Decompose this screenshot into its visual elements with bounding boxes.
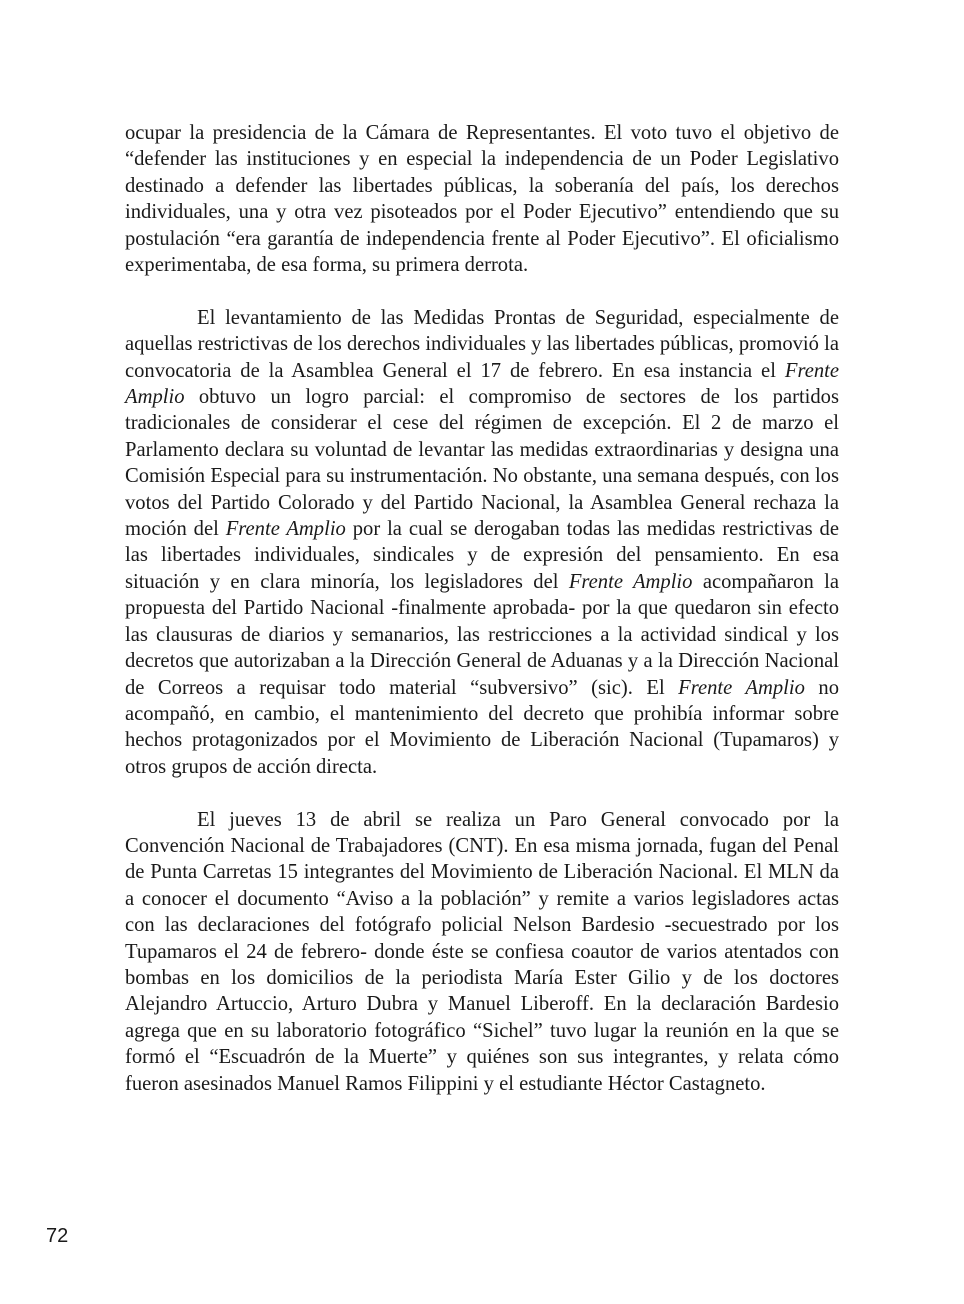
- body-text: [125, 120, 839, 1097]
- paragraph: [125, 120, 839, 278]
- page-number: 72: [46, 1225, 69, 1247]
- text-run: obtuvo un logro parcial: el compromiso de sectores de los partidos tradicionales de considerar el cese del régimen de excepción. El 2 de marzo el Parlamento declara su voluntad de levantar las medidas extraordinarias y designa una Comisión Especial para su instrumentación. No obstante, una semana después, con los votos del Partido Colorado y del Partido Nacional, la Asamblea General rechaza la moción del: [125, 386, 839, 541]
- text-run: por la cual se derogaban todas las medidas restrictivas de las libertades individuales, sindicales y de expresión del pensamiento. En esa situación y en clara minoría, los legisladores del: [125, 518, 839, 593]
- text-run: no acompañó, en cambio, el mantenimiento del decreto que prohibía informar sobre hechos protagonizados por el Movimiento de Liberación Nacional (Tupamaros) y otros grupos de acción directa.: [125, 676, 839, 778]
- paragraph: [125, 305, 839, 780]
- text-run: acompañaron la propuesta del Partido Nacional -finalmente aprobada- por la que quedaron sin efecto las clausuras de diarios y semanarios, las restricciones a la actividad sindical y los decretos que autorizaban a la Dirección General de Aduanas y a la Dirección Nacional de Correos a requisar todo material “subversivo” (sic). El: [125, 570, 839, 699]
- text-run: El jueves 13 de abril se realiza un Paro General convocado por la Convención Nacional de Trabajadores (CNT). En esa misma jornada, fugan del Penal de Punta Carretas 15 integrantes del Movimiento de Liberación Nacional. El MLN da a conocer el documento “Aviso a la población” y remite a varios legisladores actas con las declaraciones del fotógrafo policial Nelson Bardesio -secuestrado por los Tupamaros el 24 de febrero- donde éste se confiesa coautor de varios atentados con bombas en los domicilios de la periodista María Ester Gilio y de los doctores Alejandro Artuccio, Arturo Dubra y Manuel Liberoff. En la declaración Bardesio agrega que en su laboratorio fotográfico “Sichel” tuvo lugar la reunión en la que se formó el “Escuadrón de la Muerte” y quiénes son sus integrantes, y relata cómo fueron asesinados Manuel Ramos Filippini y el estudiante Héctor Castagneto.: [125, 808, 839, 1095]
- paragraph: [125, 807, 839, 1097]
- text-run: El levantamiento de las Medidas Prontas de Seguridad, especialmente de aquellas restrictivas de los derechos individuales y las libertades públicas, promovió la convocatoria de la Asamblea General el 17 de febrero. En esa instancia el: [125, 306, 839, 382]
- text-run: ocupar la presidencia de la Cámara de Representantes. El voto tuvo el objetivo de “defender las instituciones y en especial la independencia de un Poder Legislativo destinado a defender las libertades públicas, la soberanía del país, los derechos individuales, una y otra vez pisoteados por el Poder Ejecutivo” entendiendo que su postulación “era garantía de independencia frente al Poder Ejecutivo”. El oficialismo experimentaba, de esa forma, su primera derrota.: [125, 122, 839, 277]
- italic-run: Frente Amplio: [678, 676, 805, 699]
- italic-run: Frente Amplio: [125, 359, 839, 409]
- italic-run: Frente Amplio: [568, 570, 693, 593]
- italic-run: Frente Amplio: [225, 518, 346, 541]
